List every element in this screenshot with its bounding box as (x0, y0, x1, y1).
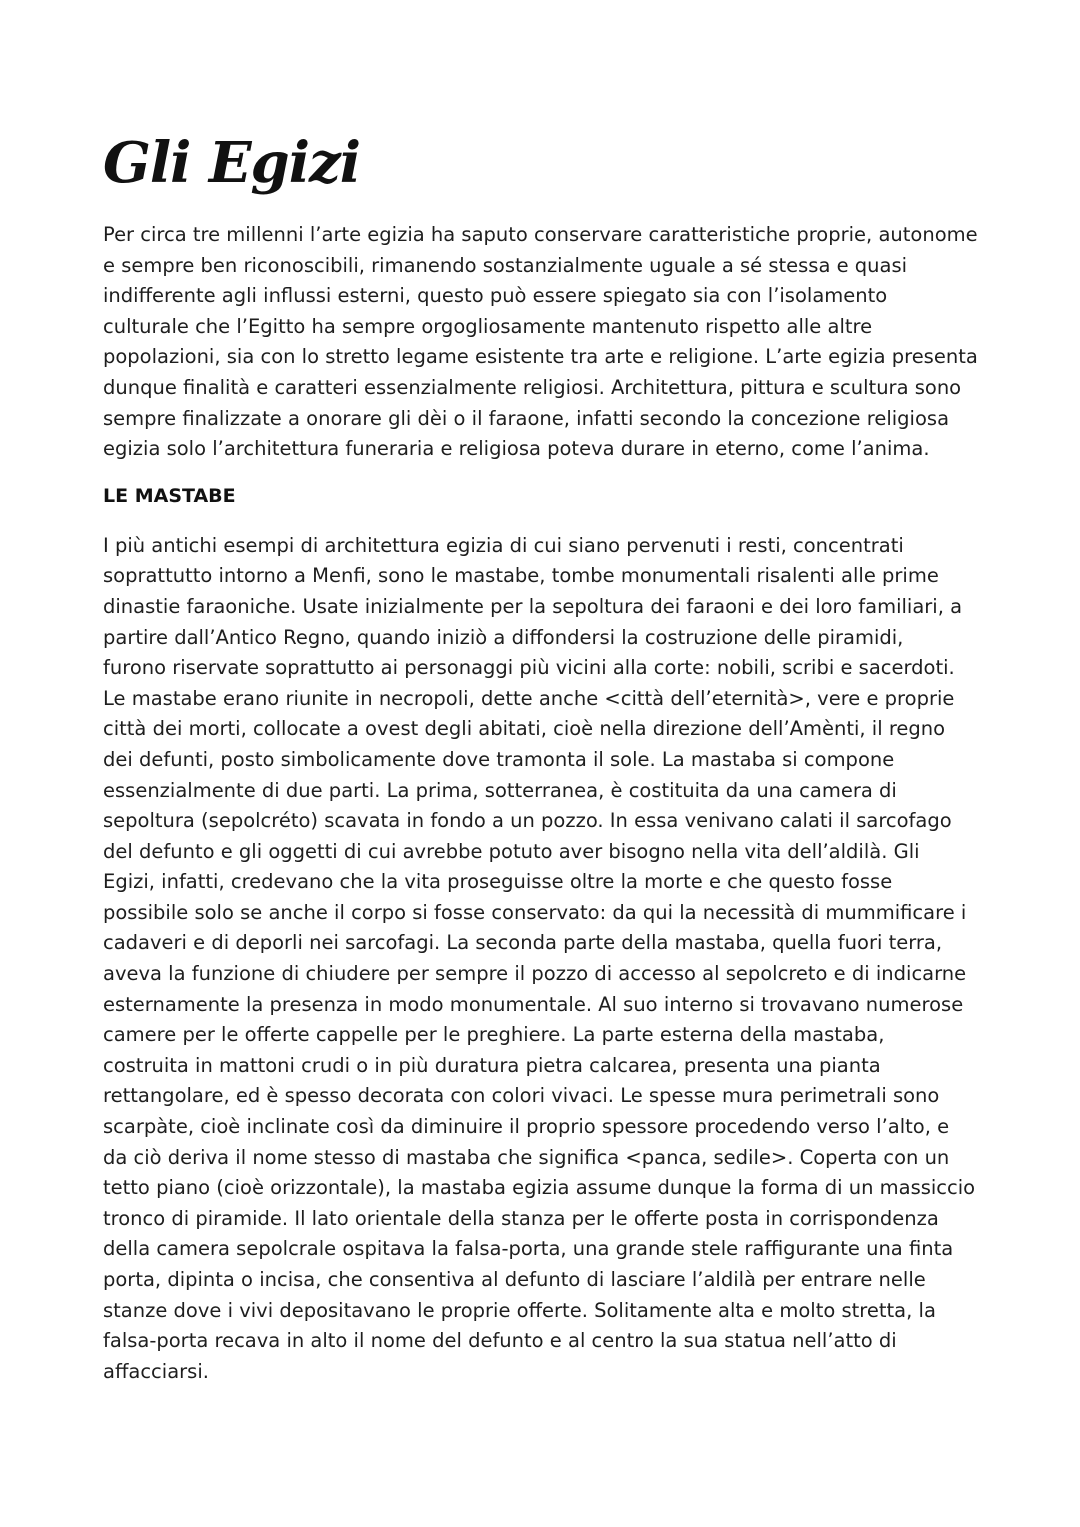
section-paragraph: I più antichi esempi di architettura egizia di cui siano pervenuti i resti, concentrati soprattutto intorno a Menfi, sono le mastabe, tombe monumentali risalenti alle prime dinastie faraoniche. Usate inizialmente per la sepoltura dei faraoni e dei loro familiari, a partire dall’Antico Regno, quando iniziò a diffondersi la costruzione delle piramidi, furono riservate soprattutto ai personaggi più vicini alla corte: nobili, scribi e sacerdoti. Le mastabe erano riunite in necropoli, dette anche <città dell’eternità>, vere e proprie città dei morti, collocate a ovest degli abitati, cioè nella direzione dell’Amènti, il regno dei defunti, posto simbolicamente dove tramonta il sole. La mastaba si compone essenzialmente di due parti. La prima, sotterranea, è costituita da una camera di sepoltura (sepolcréto) scavata in fondo a un pozzo. In essa venivano calati il sarcofago del defunto e gli oggetti di cui avrebbe potuto aver bisogno nella vita dell’aldilà. Gli Egizi, infatti, credevano che la vita proseguisse oltre la morte e che questo fosse possibile solo se anche il corpo si fosse conservato: da qui la necessità di mummificare i cadaveri e di deporli nei sarcofagi. La seconda parte della mastaba, quella fuori terra, aveva la funzione di chiudere per sempre il pozzo di accesso al sepolcreto e di indicarne esternamente la presenza in modo monumentale. Al suo interno si trovavano numerose camere per le offerte cappelle per le preghiere. La parte esterna della mastaba, costruita in mattoni crudi o in più duratura pietra calcarea, presenta una pianta rettangolare, ed è spesso decorata con colori vivaci. Le spesse mura perimetrali sono scarpàte, cioè inclinate così da diminuire il proprio spessore procedendo verso l’alto, e da ciò deriva il nome stesso di mastaba che significa <panca, sedile>. Coperta con un tetto piano (cioè orizzontale), la mastaba egizia assume dunque la forma di un massiccio tronco di piramide. Il lato orientale della stanza per le offerte posta in corrispondenza della camera sepolcrale ospitava la falsa-porta, una grande stele raffigurante una finta porta, dipinta o incisa, che consentiva al defunto di lasciare l’aldilà per entrare nelle stanze dove i vivi depositavano le proprie offerte. Solitamente alta e molto stretta, la falsa-porta recava in alto il nome del defunto e al centro la sua statua nell’atto di affacciarsi. (103, 533, 976, 1383)
section-heading: LE MASTABE (103, 484, 236, 507)
intro-paragraph: Per circa tre millenni l’arte egizia ha saputo conservare caratteristiche proprie, autonome e sempre ben riconoscibili, rimanendo sostanzialmente uguale a sé stessa e quasi indifferente agli influssi esterni, questo può essere spiegato sia con l’isolamento culturale che l’Egitto ha sempre orgogliosamente mantenuto rispetto alle altre popolazioni, sia con lo stretto legame esistente tra arte e religione. L’arte egizia presenta dunque finalità e caratteri essenzialmente religiosi. Architettura, pittura e scultura sono sempre finalizzate a onorare gli dèi o il faraone, infatti secondo la concezione religiosa egizia solo l’architettura funeraria e religiosa poteva durare in eterno, come l’anima. (103, 223, 978, 461)
document-page (103, 128, 983, 1387)
page-title: Gli Egizi (103, 130, 361, 196)
